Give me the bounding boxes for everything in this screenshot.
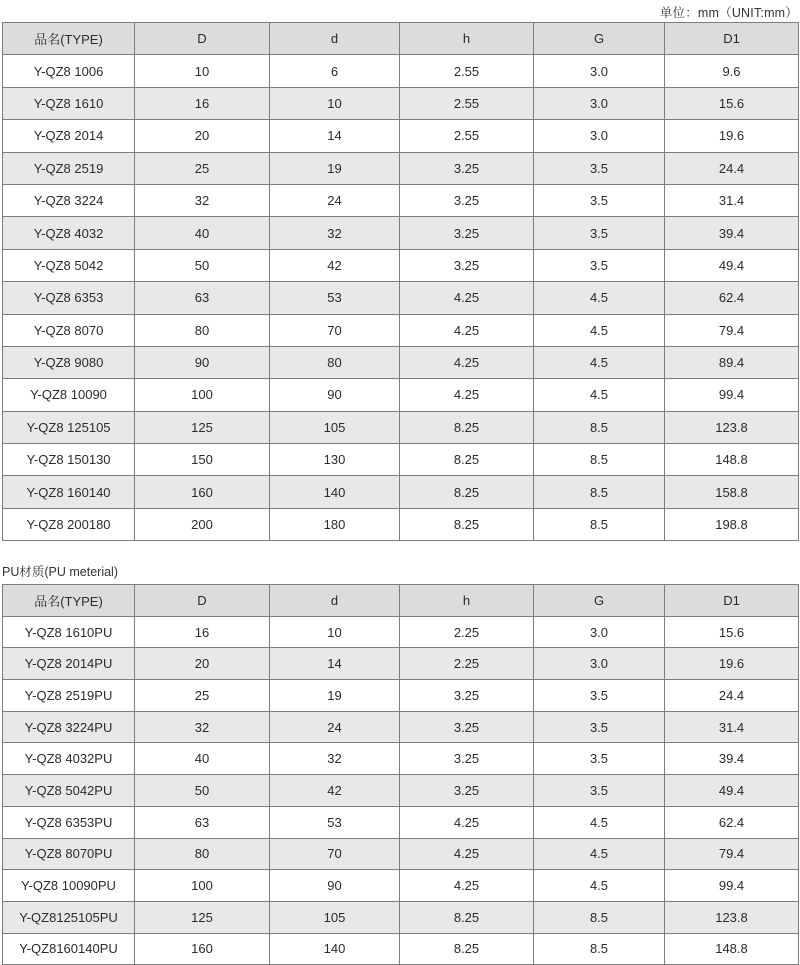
cell-outer-d: 50	[135, 249, 270, 281]
cell-h: 4.25	[400, 379, 534, 411]
cell-type: Y-QZ8 9080	[3, 346, 135, 378]
table-row	[3, 901, 799, 933]
cell-inner-d: 19	[270, 680, 400, 712]
cell-g: 3.5	[534, 184, 665, 216]
cell-g: 4.5	[534, 806, 665, 838]
cell-d1: 148.8	[665, 444, 799, 476]
spec-table-standard-body	[3, 23, 799, 541]
cell-d1: 31.4	[665, 184, 799, 216]
table-row	[3, 152, 799, 184]
cell-inner-d: 180	[270, 508, 400, 540]
cell-h: 8.25	[400, 901, 534, 933]
cell-d1: 24.4	[665, 680, 799, 712]
cell-d1: 123.8	[665, 411, 799, 443]
cell-inner-d: 10	[270, 87, 400, 119]
cell-type: Y-QZ8 200180	[3, 508, 135, 540]
cell-type: Y-QZ8 5042	[3, 249, 135, 281]
cell-d1: 99.4	[665, 870, 799, 902]
table-row	[3, 55, 799, 87]
cell-d1: 62.4	[665, 282, 799, 314]
cell-h: 3.25	[400, 680, 534, 712]
column-header-inner-d: d	[270, 585, 400, 617]
cell-g: 4.5	[534, 870, 665, 902]
column-header-g: G	[534, 23, 665, 55]
cell-d1: 158.8	[665, 476, 799, 508]
cell-d1: 9.6	[665, 55, 799, 87]
cell-g: 4.5	[534, 379, 665, 411]
column-header-outer-d: D	[135, 23, 270, 55]
table-row	[3, 933, 799, 965]
cell-g: 3.5	[534, 680, 665, 712]
cell-g: 3.5	[534, 217, 665, 249]
cell-h: 3.25	[400, 184, 534, 216]
cell-outer-d: 63	[135, 806, 270, 838]
cell-inner-d: 32	[270, 217, 400, 249]
cell-type: Y-QZ8 8070PU	[3, 838, 135, 870]
cell-inner-d: 42	[270, 775, 400, 807]
cell-outer-d: 32	[135, 184, 270, 216]
cell-h: 3.25	[400, 775, 534, 807]
table-row	[3, 806, 799, 838]
table-row	[3, 508, 799, 540]
table-row	[3, 411, 799, 443]
cell-inner-d: 130	[270, 444, 400, 476]
cell-h: 2.55	[400, 87, 534, 119]
cell-outer-d: 100	[135, 379, 270, 411]
cell-outer-d: 40	[135, 743, 270, 775]
table-header-row	[3, 585, 799, 617]
table-row	[3, 346, 799, 378]
table-row	[3, 120, 799, 152]
cell-h: 4.25	[400, 314, 534, 346]
cell-g: 4.5	[534, 282, 665, 314]
cell-h: 3.25	[400, 743, 534, 775]
cell-outer-d: 160	[135, 476, 270, 508]
column-header-h: h	[400, 585, 534, 617]
table-row	[3, 476, 799, 508]
cell-g: 3.5	[534, 711, 665, 743]
cell-g: 8.5	[534, 411, 665, 443]
cell-type: Y-QZ8 4032	[3, 217, 135, 249]
cell-type: Y-QZ8 2519	[3, 152, 135, 184]
table-row	[3, 87, 799, 119]
table-row	[3, 775, 799, 807]
cell-h: 8.25	[400, 933, 534, 965]
cell-inner-d: 53	[270, 806, 400, 838]
cell-h: 8.25	[400, 476, 534, 508]
column-header-inner-d: d	[270, 23, 400, 55]
cell-outer-d: 20	[135, 120, 270, 152]
spec-table-pu	[2, 584, 799, 965]
cell-outer-d: 63	[135, 282, 270, 314]
cell-inner-d: 6	[270, 55, 400, 87]
cell-g: 3.5	[534, 743, 665, 775]
cell-inner-d: 14	[270, 648, 400, 680]
cell-h: 2.55	[400, 55, 534, 87]
cell-inner-d: 19	[270, 152, 400, 184]
cell-g: 8.5	[534, 901, 665, 933]
cell-type: Y-QZ8 1610PU	[3, 616, 135, 648]
cell-d1: 62.4	[665, 806, 799, 838]
cell-g: 3.0	[534, 616, 665, 648]
cell-h: 8.25	[400, 508, 534, 540]
cell-outer-d: 80	[135, 314, 270, 346]
column-header-outer-d: D	[135, 585, 270, 617]
column-header-g: G	[534, 585, 665, 617]
cell-h: 4.25	[400, 806, 534, 838]
cell-inner-d: 90	[270, 870, 400, 902]
cell-g: 3.0	[534, 120, 665, 152]
table-row	[3, 680, 799, 712]
cell-inner-d: 105	[270, 901, 400, 933]
cell-inner-d: 24	[270, 711, 400, 743]
table-row	[3, 249, 799, 281]
cell-h: 3.25	[400, 711, 534, 743]
cell-g: 4.5	[534, 838, 665, 870]
cell-outer-d: 20	[135, 648, 270, 680]
cell-d1: 198.8	[665, 508, 799, 540]
table-row	[3, 743, 799, 775]
cell-outer-d: 25	[135, 680, 270, 712]
table-row	[3, 379, 799, 411]
cell-h: 3.25	[400, 152, 534, 184]
cell-h: 3.25	[400, 249, 534, 281]
cell-h: 4.25	[400, 346, 534, 378]
cell-type: Y-QZ8 3224PU	[3, 711, 135, 743]
table-row	[3, 648, 799, 680]
cell-type: Y-QZ8 6353PU	[3, 806, 135, 838]
cell-g: 3.0	[534, 648, 665, 680]
cell-d1: 39.4	[665, 743, 799, 775]
spec-table-standard	[2, 22, 799, 541]
cell-d1: 15.6	[665, 616, 799, 648]
cell-h: 3.25	[400, 217, 534, 249]
cell-outer-d: 16	[135, 616, 270, 648]
cell-inner-d: 140	[270, 933, 400, 965]
table-row	[3, 838, 799, 870]
cell-type: Y-QZ8 1610	[3, 87, 135, 119]
cell-d1: 79.4	[665, 314, 799, 346]
cell-outer-d: 100	[135, 870, 270, 902]
table-row	[3, 870, 799, 902]
cell-h: 8.25	[400, 411, 534, 443]
cell-outer-d: 90	[135, 346, 270, 378]
table-row	[3, 184, 799, 216]
table-row	[3, 711, 799, 743]
cell-g: 4.5	[534, 314, 665, 346]
cell-g: 8.5	[534, 444, 665, 476]
cell-d1: 148.8	[665, 933, 799, 965]
cell-d1: 19.6	[665, 120, 799, 152]
cell-type: Y-QZ8160140PU	[3, 933, 135, 965]
cell-type: Y-QZ8 150130	[3, 444, 135, 476]
cell-type: Y-QZ8 6353	[3, 282, 135, 314]
cell-outer-d: 10	[135, 55, 270, 87]
cell-inner-d: 14	[270, 120, 400, 152]
cell-d1: 39.4	[665, 217, 799, 249]
cell-inner-d: 42	[270, 249, 400, 281]
cell-d1: 89.4	[665, 346, 799, 378]
cell-inner-d: 140	[270, 476, 400, 508]
cell-g: 3.5	[534, 775, 665, 807]
cell-h: 2.25	[400, 648, 534, 680]
cell-d1: 31.4	[665, 711, 799, 743]
cell-g: 3.5	[534, 249, 665, 281]
cell-outer-d: 150	[135, 444, 270, 476]
cell-outer-d: 25	[135, 152, 270, 184]
table-row	[3, 282, 799, 314]
cell-outer-d: 125	[135, 411, 270, 443]
cell-outer-d: 80	[135, 838, 270, 870]
cell-g: 3.0	[534, 87, 665, 119]
cell-h: 4.25	[400, 282, 534, 314]
table-row	[3, 616, 799, 648]
cell-inner-d: 53	[270, 282, 400, 314]
cell-outer-d: 200	[135, 508, 270, 540]
unit-note: 单位：mm（UNIT:mm）	[659, 6, 798, 20]
cell-h: 2.55	[400, 120, 534, 152]
cell-type: Y-QZ8 2014	[3, 120, 135, 152]
cell-d1: 49.4	[665, 775, 799, 807]
cell-inner-d: 10	[270, 616, 400, 648]
cell-outer-d: 32	[135, 711, 270, 743]
cell-outer-d: 160	[135, 933, 270, 965]
pu-section-label: PU材质(PU meterial)	[2, 565, 118, 579]
column-header-d1: D1	[665, 585, 799, 617]
cell-inner-d: 90	[270, 379, 400, 411]
cell-type: Y-QZ8 4032PU	[3, 743, 135, 775]
cell-type: Y-QZ8 2014PU	[3, 648, 135, 680]
cell-d1: 24.4	[665, 152, 799, 184]
cell-h: 4.25	[400, 838, 534, 870]
cell-type: Y-QZ8 1006	[3, 55, 135, 87]
cell-type: Y-QZ8 10090PU	[3, 870, 135, 902]
cell-d1: 49.4	[665, 249, 799, 281]
cell-type: Y-QZ8 3224	[3, 184, 135, 216]
cell-d1: 19.6	[665, 648, 799, 680]
column-header-d1: D1	[665, 23, 799, 55]
cell-g: 8.5	[534, 476, 665, 508]
cell-d1: 15.6	[665, 87, 799, 119]
cell-h: 4.25	[400, 870, 534, 902]
cell-g: 8.5	[534, 933, 665, 965]
cell-inner-d: 24	[270, 184, 400, 216]
cell-h: 2.25	[400, 616, 534, 648]
cell-type: Y-QZ8 2519PU	[3, 680, 135, 712]
cell-inner-d: 105	[270, 411, 400, 443]
spec-table-pu-body	[3, 585, 799, 965]
cell-outer-d: 16	[135, 87, 270, 119]
cell-type: Y-QZ8 160140	[3, 476, 135, 508]
cell-type: Y-QZ8 8070	[3, 314, 135, 346]
cell-type: Y-QZ8 125105	[3, 411, 135, 443]
table-row	[3, 444, 799, 476]
cell-outer-d: 125	[135, 901, 270, 933]
table-row	[3, 217, 799, 249]
column-header-type: 品名(TYPE)	[3, 23, 135, 55]
cell-h: 8.25	[400, 444, 534, 476]
cell-type: Y-QZ8125105PU	[3, 901, 135, 933]
cell-g: 3.0	[534, 55, 665, 87]
cell-inner-d: 32	[270, 743, 400, 775]
cell-inner-d: 70	[270, 314, 400, 346]
table-row	[3, 314, 799, 346]
column-header-type: 品名(TYPE)	[3, 585, 135, 617]
cell-type: Y-QZ8 5042PU	[3, 775, 135, 807]
cell-d1: 99.4	[665, 379, 799, 411]
cell-inner-d: 80	[270, 346, 400, 378]
cell-g: 8.5	[534, 508, 665, 540]
cell-outer-d: 40	[135, 217, 270, 249]
cell-inner-d: 70	[270, 838, 400, 870]
cell-g: 4.5	[534, 346, 665, 378]
cell-outer-d: 50	[135, 775, 270, 807]
cell-d1: 123.8	[665, 901, 799, 933]
cell-type: Y-QZ8 10090	[3, 379, 135, 411]
cell-d1: 79.4	[665, 838, 799, 870]
cell-g: 3.5	[534, 152, 665, 184]
column-header-h: h	[400, 23, 534, 55]
table-header-row	[3, 23, 799, 55]
